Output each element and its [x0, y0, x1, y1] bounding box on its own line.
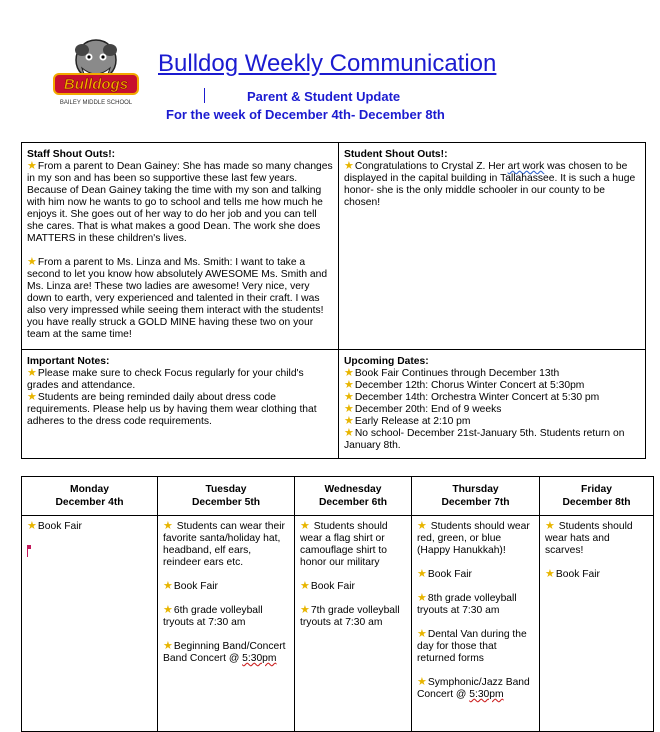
- weekly-schedule-table: [21, 476, 654, 732]
- star-icon: ★: [300, 604, 310, 616]
- svg-text:BAILEY MIDDLE SCHOOL: BAILEY MIDDLE SCHOOL: [59, 100, 133, 106]
- newsletter-subtitle: Parent & Student Update: [247, 89, 401, 104]
- star-icon: ★: [344, 415, 354, 427]
- monday-cell: [22, 516, 158, 732]
- comment-flag-icon[interactable]: [27, 545, 31, 557]
- date-item: ★Book Fair Continues through December 13th: [344, 367, 560, 379]
- star-icon: ★: [300, 580, 310, 592]
- star-icon: ★: [300, 520, 310, 532]
- schedule-item: ★Book Fair: [545, 568, 600, 580]
- date-item: ★December 14th: Orchestra Winter Concert at 5:30 pm: [344, 391, 600, 403]
- note-item: ★Please make sure to check Focus regularly for your child's grades and attendance.: [27, 367, 304, 391]
- schedule-item: ★Beginning Band/Concert Band Concert @ 5:30pm: [163, 640, 286, 664]
- date-item: ★December 20th: End of 9 weeks: [344, 403, 502, 415]
- star-icon: ★: [417, 592, 427, 604]
- star-icon: ★: [27, 256, 37, 268]
- bulldogs-logo: [52, 38, 144, 108]
- star-icon: ★: [545, 520, 555, 532]
- star-icon: ★: [163, 520, 173, 532]
- schedule-item: ★8th grade volleyball tryouts at 7:30 am: [417, 592, 517, 616]
- schedule-item: ★7th grade volleyball tryouts at 7:30 am: [300, 604, 400, 628]
- day-header-wednesday: Wednesday December 6th: [295, 477, 412, 516]
- note-item: ★Students are being reminded daily about dress code requirements. Please help us by having them wear clothing that adheres to the dress code requirements.: [27, 391, 317, 427]
- schedule-item: ★Book Fair: [27, 520, 82, 532]
- star-icon: ★: [344, 427, 354, 439]
- star-icon: ★: [344, 379, 354, 391]
- upcoming-dates-cell: [339, 350, 646, 459]
- star-icon: ★: [417, 628, 427, 640]
- date-item: ★Early Release at 2:10 pm: [344, 415, 471, 427]
- schedule-item: ★Book Fair: [300, 580, 355, 592]
- info-table: [21, 142, 646, 459]
- week-range: For the week of December 4th- December 8th: [166, 107, 445, 122]
- star-icon: ★: [344, 391, 354, 403]
- svg-text:Bulldogs: Bulldogs: [63, 76, 129, 93]
- staff-shout-out-2: ★From a parent to Ms. Linza and Ms. Smith: I want to take a second to let you know how absolutely AWESOME Ms. Smith and Ms. Linza are! These two ladies are awesome! Very nice, very down to earth, very experienced and talented in their craft. I was also very impressed while seeing them interact with the students! you have really struck a GOLD MINE having these two on your team at the same time!: [27, 256, 328, 340]
- star-icon: ★: [417, 520, 427, 532]
- star-icon: ★: [163, 580, 173, 592]
- schedule-item: ★ Students should wear hats and scarves!: [545, 520, 633, 556]
- date-item: ★No school- December 21st-January 5th. Students return on January 8th.: [344, 427, 625, 451]
- staff-shout-outs-cell: [22, 143, 339, 350]
- star-icon: ★: [27, 160, 37, 172]
- schedule-item: ★ Students should wear a flag shirt or camouflage shirt to honor our military: [300, 520, 388, 568]
- date-item: ★December 12th: Chorus Winter Concert at 5:30pm: [344, 379, 585, 391]
- star-icon: ★: [545, 568, 555, 580]
- star-icon: ★: [27, 520, 37, 532]
- star-icon: ★: [163, 604, 173, 616]
- important-notes-heading: Important Notes:: [27, 356, 110, 367]
- schedule-item: ★Book Fair: [163, 580, 218, 592]
- star-icon: ★: [163, 640, 173, 652]
- newsletter-title[interactable]: Bulldog Weekly Communication: [158, 50, 497, 77]
- day-header-thursday: Thursday December 7th: [412, 477, 540, 516]
- day-header-monday: Monday December 4th: [22, 477, 158, 516]
- upcoming-dates-heading: Upcoming Dates:: [344, 356, 429, 367]
- student-shout-out-1: ★Congratulations to Crystal Z. Her art work was chosen to be displayed in the capital building in Tallahassee. It is such a huge honor- she is the only middle schooler in our county to be chosen!: [344, 160, 636, 208]
- day-header-friday: Friday December 8th: [540, 477, 654, 516]
- text-cursor: [204, 88, 205, 103]
- star-icon: ★: [344, 367, 354, 379]
- art-work-text: art work: [507, 161, 545, 172]
- schedule-item: ★6th grade volleyball tryouts at 7:30 am: [163, 604, 263, 628]
- schedule-item: ★Symphonic/Jazz Band Concert @ 5:30pm: [417, 676, 530, 700]
- staff-shout-outs-heading: Staff Shout Outs!:: [27, 149, 116, 160]
- day-header-tuesday: Tuesday December 5th: [158, 477, 295, 516]
- student-shout-outs-cell: [339, 143, 646, 350]
- star-icon: ★: [27, 367, 37, 379]
- friday-cell: [540, 516, 654, 732]
- schedule-item: ★Book Fair: [417, 568, 472, 580]
- schedule-item: ★Dental Van during the day for those that returned forms: [417, 628, 527, 664]
- star-icon: ★: [417, 568, 427, 580]
- student-shout-outs-heading: Student Shout Outs!:: [344, 149, 448, 160]
- tuesday-cell: [158, 516, 295, 732]
- important-notes-cell: [22, 350, 339, 459]
- wednesday-cell: [295, 516, 412, 732]
- star-icon: ★: [344, 403, 354, 415]
- thursday-cell: [412, 516, 540, 732]
- schedule-item: ★ Students should wear red, green, or blue (Happy Hanukkah)!: [417, 520, 530, 556]
- staff-shout-out-1: ★From a parent to Dean Gainey: She has made so many changes in my son and has been so supportive these last few years. Because of Dean Gainey taking the time with my son and talking with him now he wants to go to school and tells me how much he enjoys it. She goes out of her way to do her job and you can tell she cares. That is what makes a good Dean. The work she does MATTERS in these children's lives.: [27, 160, 333, 244]
- star-icon: ★: [417, 676, 427, 688]
- star-icon: ★: [27, 391, 37, 403]
- schedule-item: ★ Students can wear their favorite santa/holiday hat, headband, elf ears, reindeer ears etc.: [163, 520, 285, 568]
- star-icon: ★: [344, 160, 354, 172]
